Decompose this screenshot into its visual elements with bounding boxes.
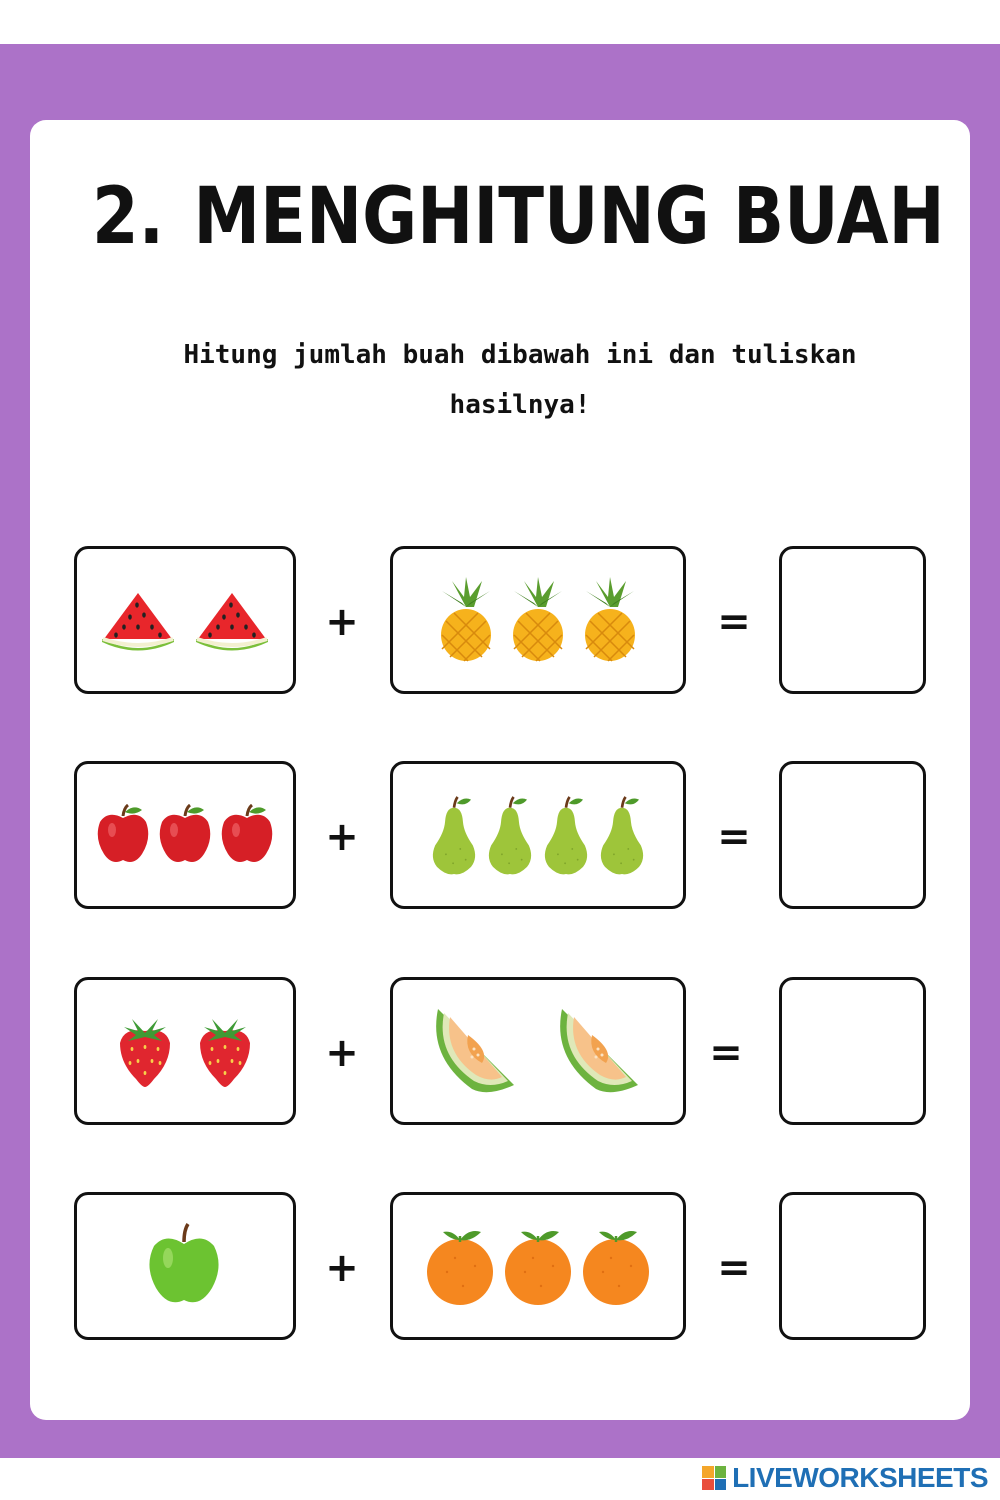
instruction-text bbox=[120, 330, 920, 430]
plus-sign: + bbox=[325, 1245, 359, 1291]
row-1-left-box bbox=[74, 546, 296, 694]
strawberry-icon bbox=[194, 1013, 256, 1089]
row-3-left-box bbox=[74, 977, 296, 1125]
cantaloupe-icon bbox=[552, 1005, 648, 1097]
row-2-left-fruits bbox=[94, 804, 276, 866]
plus-sign: + bbox=[325, 814, 359, 860]
green-apple-icon bbox=[144, 1222, 226, 1310]
worksheet-title bbox=[92, 172, 945, 262]
row-2-left-box bbox=[74, 761, 296, 909]
exercise-number: 2. bbox=[92, 172, 165, 262]
instruction-line-1: Hitung jumlah buah dibawah ini dan tuliskan bbox=[183, 340, 857, 370]
instruction-line-2: hasilnya! bbox=[449, 390, 591, 420]
footer-brand[interactable] bbox=[702, 1462, 988, 1494]
row-1-left-fruits bbox=[100, 587, 270, 653]
red-apple-icon bbox=[156, 804, 214, 866]
row-3-answer-box[interactable] bbox=[779, 977, 926, 1125]
row-3-left-fruits bbox=[114, 1013, 256, 1089]
plus-sign: + bbox=[325, 1030, 359, 1076]
pear-icon bbox=[540, 795, 592, 876]
orange-icon bbox=[501, 1226, 575, 1306]
row-2-answer-box[interactable] bbox=[779, 761, 926, 909]
equals-sign: = bbox=[717, 599, 751, 645]
row-4-left-fruits bbox=[144, 1222, 226, 1310]
row-4-right-box bbox=[390, 1192, 686, 1340]
brand-name: LIVEWORKSHEETS bbox=[732, 1462, 988, 1493]
pineapple-icon bbox=[504, 577, 572, 663]
title-text: MENGHITUNG BUAH bbox=[193, 172, 945, 262]
pear-icon bbox=[428, 795, 480, 876]
red-apple-icon bbox=[94, 804, 152, 866]
row-2-right-box bbox=[390, 761, 686, 909]
watermelon-icon bbox=[100, 587, 176, 653]
row-1-answer-box[interactable] bbox=[779, 546, 926, 694]
pear-icon bbox=[596, 795, 648, 876]
row-4-left-box bbox=[74, 1192, 296, 1340]
orange-icon bbox=[423, 1226, 497, 1306]
watermelon-icon bbox=[194, 587, 270, 653]
row-3-right-box bbox=[390, 977, 686, 1125]
row-1-right-fruits bbox=[432, 577, 644, 663]
pear-icon bbox=[484, 795, 536, 876]
cantaloupe-icon bbox=[428, 1005, 524, 1097]
row-1-right-box bbox=[390, 546, 686, 694]
plus-sign: + bbox=[325, 599, 359, 645]
row-3-right-fruits bbox=[428, 1005, 648, 1097]
pineapple-icon bbox=[432, 577, 500, 663]
row-4-answer-box[interactable] bbox=[779, 1192, 926, 1340]
equals-sign: = bbox=[709, 1030, 743, 1076]
equals-sign: = bbox=[717, 1245, 751, 1291]
red-apple-icon bbox=[218, 804, 276, 866]
liveworksheets-logo-icon bbox=[702, 1466, 726, 1490]
equals-sign: = bbox=[717, 814, 751, 860]
pineapple-icon bbox=[576, 577, 644, 663]
row-2-right-fruits bbox=[428, 795, 648, 876]
row-4-right-fruits bbox=[423, 1226, 653, 1306]
orange-icon bbox=[579, 1226, 653, 1306]
strawberry-icon bbox=[114, 1013, 176, 1089]
